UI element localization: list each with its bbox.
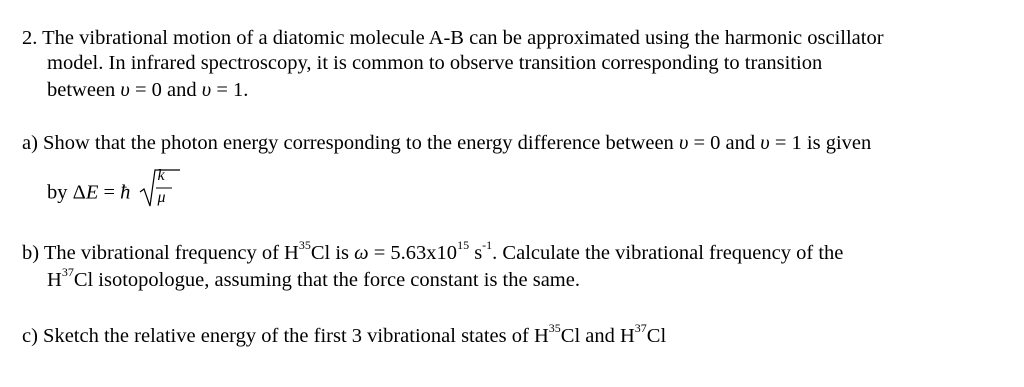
part-b-text: Cl is (310, 242, 355, 264)
question-text: 2. The vibrational motion of a diatomic molecule A-B can be approximated using the harmonic oscillator (22, 27, 884, 49)
part-b-line-1 (22, 238, 844, 266)
exponent-superscript: 15 (457, 238, 470, 253)
part-b-text: Cl isotopologue, assuming that the force constant is the same. (73, 269, 580, 291)
isotope-superscript: 35 (548, 321, 561, 336)
part-b-text: = 5.63x10 (368, 242, 458, 264)
part-a-line-1 (22, 131, 871, 156)
question-text: = 1. (211, 79, 249, 101)
square-root-fraction (138, 168, 182, 208)
unit-superscript: -1 (482, 238, 493, 253)
question-text: between (47, 79, 121, 101)
part-c-text: c) Sketch the relative energy of the first 3 vibrational states of H (22, 325, 549, 347)
isotope-superscript: 37 (61, 265, 74, 280)
question-text: model. In infrared spectroscopy, it is common to observe transition corresponding to transition (47, 52, 823, 74)
part-a-text: = 1 is given (769, 132, 872, 154)
isotope-superscript: 35 (298, 238, 311, 253)
question-line-1 (22, 26, 884, 51)
part-a-text: = (98, 181, 121, 204)
upsilon-symbol: υ (678, 132, 689, 154)
upsilon-symbol: υ (760, 132, 770, 154)
fraction-numerator: k (157, 167, 165, 184)
part-b-text: s (469, 242, 483, 264)
part-a-line-2 (47, 167, 182, 214)
isotope-superscript: 37 (634, 321, 647, 336)
energy-symbol: E (85, 181, 99, 204)
part-a-text: a) Show that the photon energy corresponding to the energy difference between (22, 132, 679, 154)
upsilon-symbol: υ (201, 79, 212, 101)
part-b-text: H (47, 269, 62, 291)
part-a-text: by Δ (47, 181, 86, 204)
part-c-line-1 (22, 321, 667, 349)
question-text: = 0 and (129, 79, 202, 101)
part-b-text: b) The vibrational frequency of H (22, 242, 299, 264)
upsilon-symbol: υ (120, 79, 130, 101)
part-c-text: Cl (646, 325, 667, 347)
part-b-line-2 (47, 265, 580, 293)
hbar-symbol: ħ (120, 181, 131, 204)
question-line-3 (47, 78, 248, 103)
omega-symbol: ω (354, 242, 369, 264)
question-line-2 (47, 51, 822, 76)
part-a-text: = 0 and (688, 132, 761, 154)
part-b-text: . Calculate the vibrational frequency of the (492, 242, 844, 264)
fraction-denominator: μ (157, 189, 166, 206)
part-c-text: Cl and H (560, 325, 635, 347)
